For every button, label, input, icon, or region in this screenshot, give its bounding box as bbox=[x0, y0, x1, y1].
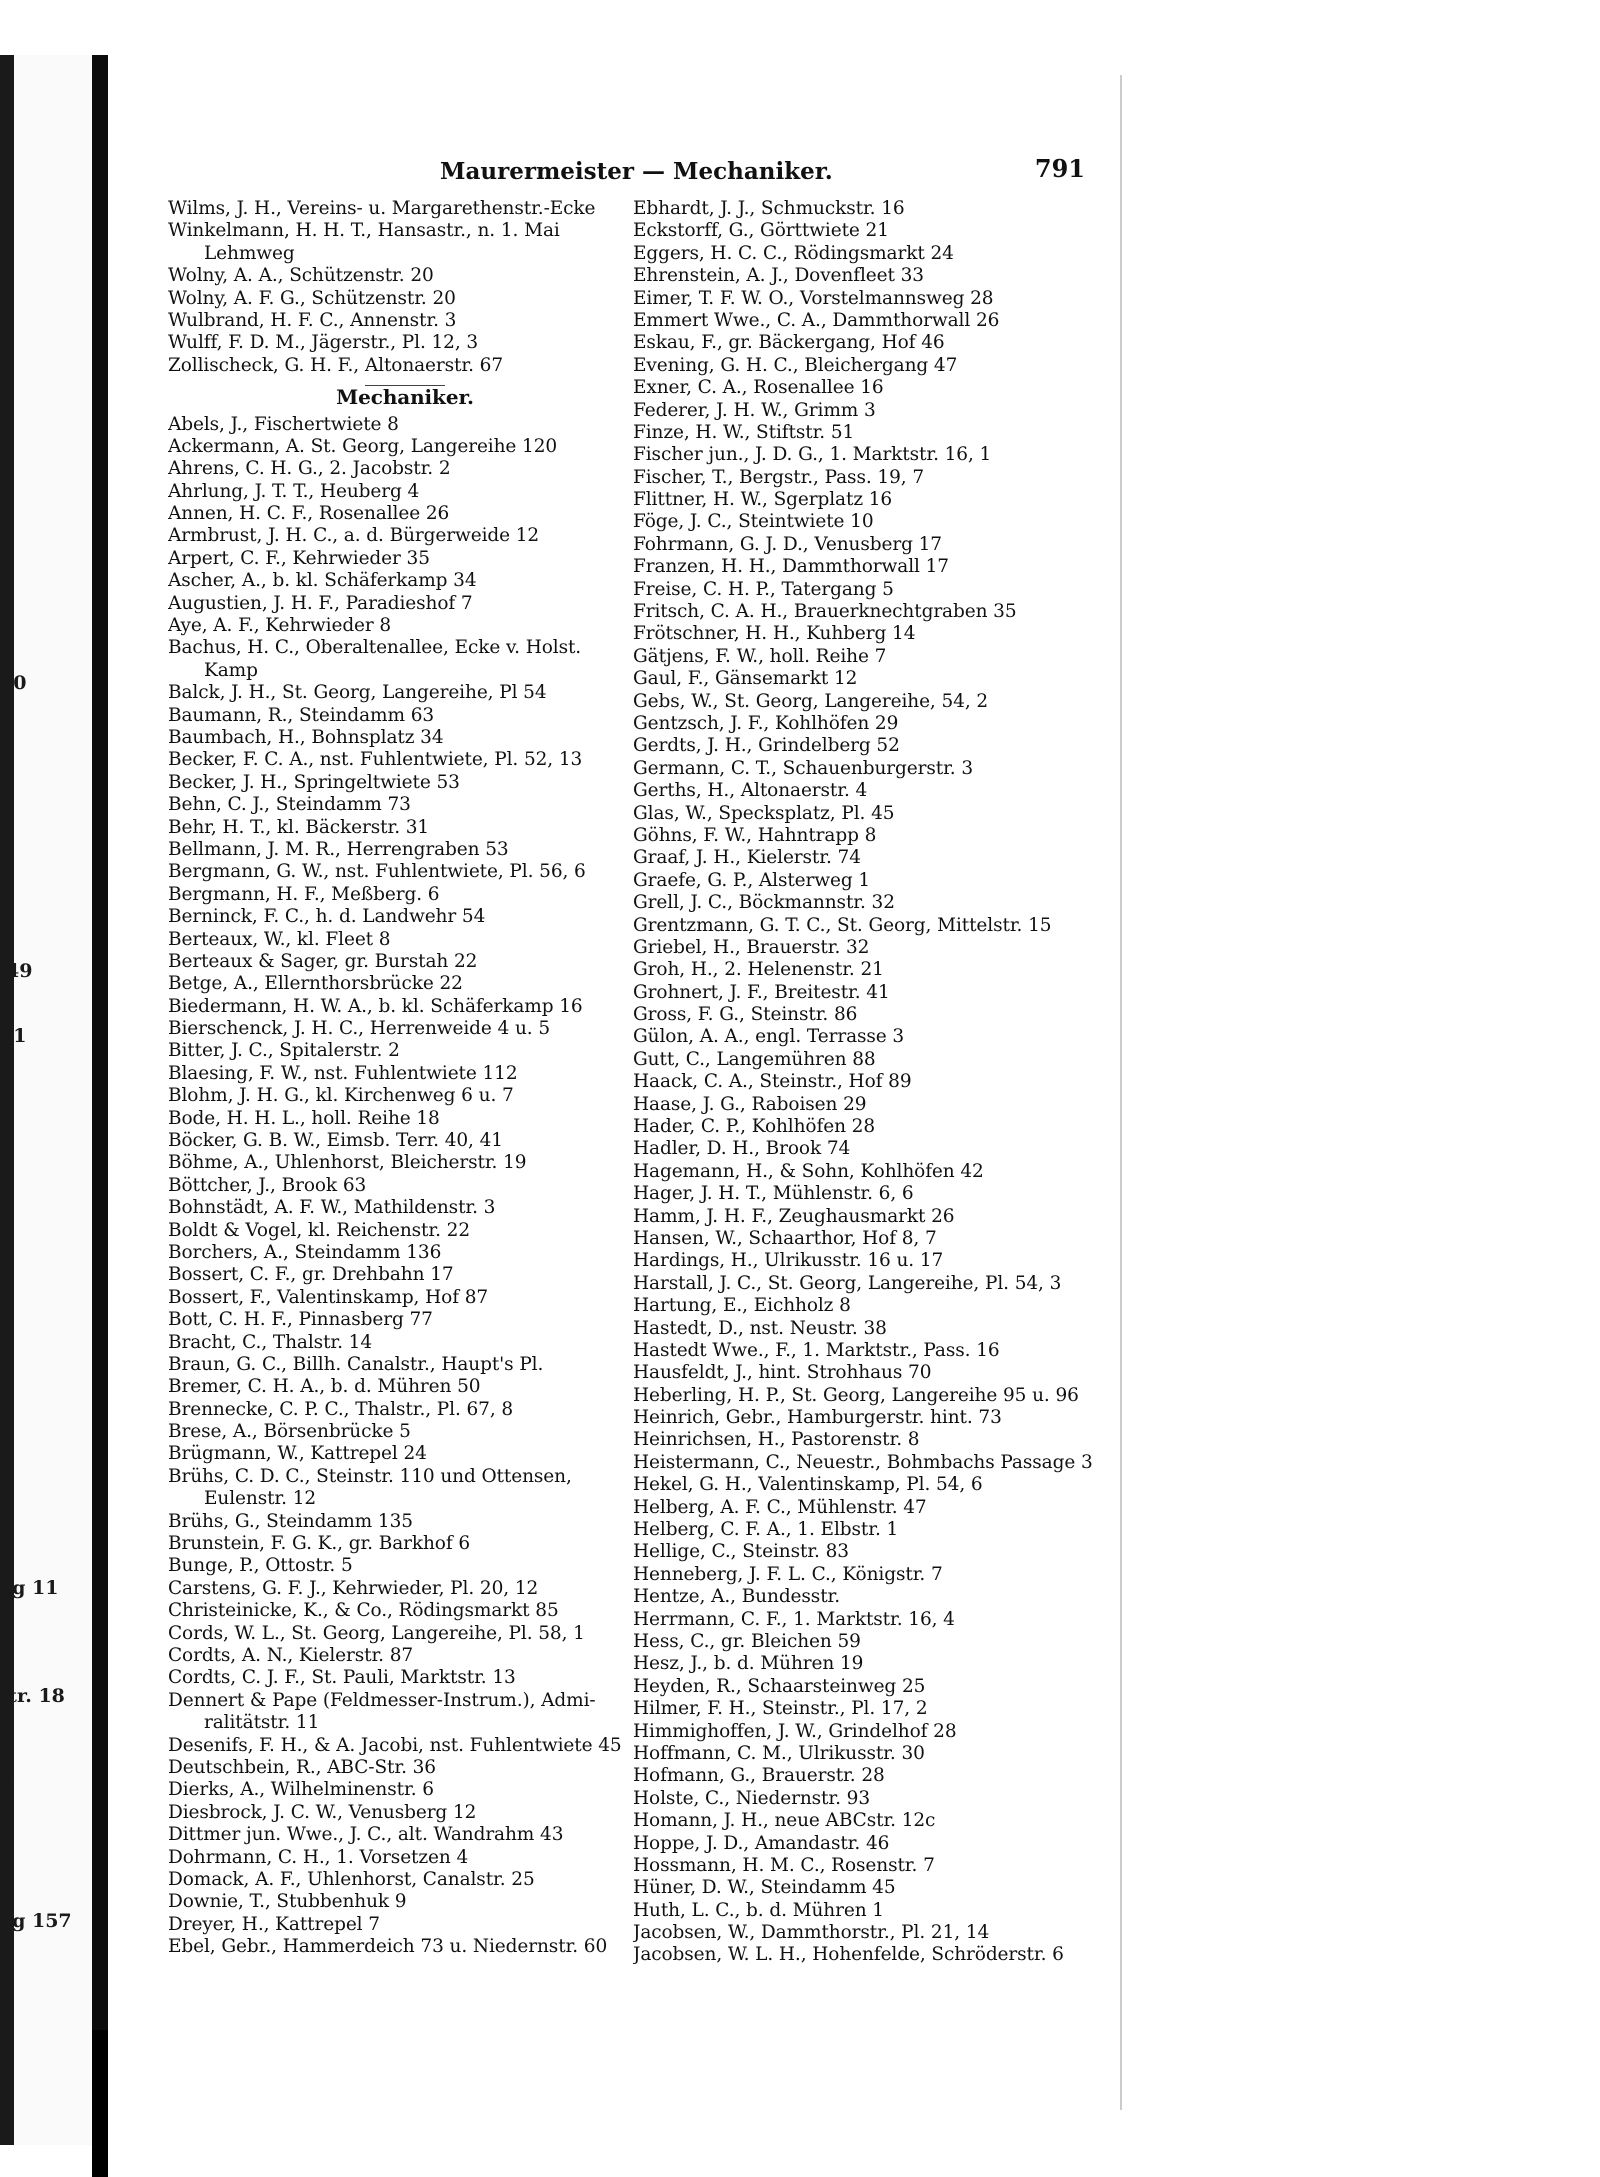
directory-entry: Dennert & Pape (Feldmesser-Instrum.), Admi- bbox=[168, 1689, 596, 1711]
directory-entry: Bremer, C. H. A., b. d. Mühren 50 bbox=[168, 1376, 481, 1398]
directory-entry: Hüner, D. W., Steindamm 45 bbox=[633, 1877, 896, 1899]
directory-entry: Betge, A., Ellernthorsbrücke 22 bbox=[168, 973, 463, 995]
directory-entry: Downie, T., Stubbenhuk 9 bbox=[168, 1891, 407, 1913]
directory-entry: Gerths, H., Altonaerstr. 4 bbox=[633, 780, 868, 802]
directory-entry: Haase, J. G., Raboisen 29 bbox=[633, 1093, 867, 1115]
book-spine-bottom bbox=[92, 2030, 108, 2177]
right-column bbox=[633, 198, 1128, 1967]
directory-entry: Eimer, T. F. W. O., Vorstelmannsweg 28 bbox=[633, 287, 994, 309]
directory-entry: Fohrmann, G. J. D., Venusberg 17 bbox=[633, 533, 942, 555]
directory-entry: Huth, L. C., b. d. Mühren 1 bbox=[633, 1899, 884, 1921]
directory-entry: Jacobsen, W. L. H., Hohenfelde, Schröderstr. 6 bbox=[633, 1944, 1064, 1966]
directory-entry: Finze, H. W., Stiftstr. 51 bbox=[633, 421, 855, 443]
page-number: 791 bbox=[1034, 154, 1085, 183]
directory-entry: Föge, J. C., Steintwiete 10 bbox=[633, 511, 874, 533]
directory-entry: Cordts, C. J. F., St. Pauli, Marktstr. 13 bbox=[168, 1667, 516, 1689]
directory-entry: Winkelmann, H. H. T., Hansastr., n. 1. Mai bbox=[168, 220, 560, 242]
directory-entry: Baumbach, H., Bohnsplatz 34 bbox=[168, 726, 444, 748]
directory-entry: Heistermann, C., Neuestr., Bohmbachs Passage 3 bbox=[633, 1451, 1093, 1473]
directory-entry: Fischer, T., Bergstr., Pass. 19, 7 bbox=[633, 466, 924, 488]
directory-entry: Dierks, A., Wilhelminenstr. 6 bbox=[168, 1779, 434, 1801]
section-title: Mechaniker. bbox=[336, 385, 474, 410]
directory-entry: Diesbrock, J. C. W., Venusberg 12 bbox=[168, 1801, 477, 1823]
directory-entry: Germann, C. T., Schauenburgerstr. 3 bbox=[633, 757, 974, 779]
directory-entry: Heberling, H. P., St. Georg, Langereihe 95 u. 96 bbox=[633, 1384, 1079, 1406]
directory-entry: Hartung, E., Eichholz 8 bbox=[633, 1295, 851, 1317]
directory-entry: Bergmann, H. F., Meßberg. 6 bbox=[168, 883, 440, 905]
directory-entry: Böttcher, J., Brook 63 bbox=[168, 1174, 367, 1196]
directory-entry: Domack, A. F., Uhlenhorst, Canalstr. 25 bbox=[168, 1868, 535, 1890]
directory-entry: Becker, J. H., Springeltwiete 53 bbox=[168, 771, 460, 793]
directory-entry: Cordts, A. N., Kielerstr. 87 bbox=[168, 1645, 414, 1666]
directory-entry: Aye, A. F., Kehrwieder 8 bbox=[168, 615, 392, 637]
directory-entry: Braun, G. C., Billh. Canalstr., Haupt's Pl. bbox=[168, 1353, 544, 1375]
directory-entry: Wulbrand, H. F. C., Annenstr. 3 bbox=[168, 309, 457, 331]
directory-entry: Gentzsch, J. F., Kohlhöfen 29 bbox=[633, 712, 899, 734]
directory-entry: Wulff, F. D. M., Jägerstr., Pl. 12, 3 bbox=[168, 332, 479, 354]
directory-entry: Federer, J. H. W., Grimm 3 bbox=[633, 399, 876, 421]
directory-entry-continuation: Eulenstr. 12 bbox=[204, 1488, 317, 1510]
margin-fragment: eg 157 bbox=[0, 1910, 72, 1932]
directory-entry: Balck, J. H., St. Georg, Langereihe, Pl 54 bbox=[168, 682, 547, 704]
margin-fragment: ftr. 18 bbox=[0, 1685, 65, 1707]
directory-entry-continuation: Lehmweg bbox=[204, 242, 295, 264]
directory-entry: Hellige, C., Steinstr. 83 bbox=[633, 1541, 849, 1563]
directory-entry: Bott, C. H. F., Pinnasberg 77 bbox=[168, 1309, 433, 1331]
running-title: Maurermeister — Mechaniker. bbox=[440, 158, 833, 185]
section-heading bbox=[168, 385, 642, 410]
directory-entry: Abels, J., Fischertwiete 8 bbox=[168, 413, 399, 435]
directory-entry: Armbrust, J. H. C., a. d. Bürgerweide 12 bbox=[168, 525, 540, 547]
directory-entry: Hofmann, G., Brauerstr. 28 bbox=[633, 1765, 885, 1787]
directory-entry: Cords, W. L., St. Georg, Langereihe, Pl. 58, 1 bbox=[168, 1622, 585, 1644]
directory-entry: Eckstorff, G., Görttwiete 21 bbox=[633, 220, 889, 242]
directory-entry: Frötschner, H. H., Kuhberg 14 bbox=[633, 623, 916, 645]
directory-entry: Griebel, H., Brauerstr. 32 bbox=[633, 936, 870, 958]
directory-entry: Bunge, P., Ottostr. 5 bbox=[168, 1555, 353, 1577]
directory-entry: Arpert, C. F., Kehrwieder 35 bbox=[168, 547, 430, 569]
directory-entry: Ahrens, C. H. G., 2. Jacobstr. 2 bbox=[168, 458, 451, 480]
directory-entry: Hess, C., gr. Bleichen 59 bbox=[633, 1631, 861, 1652]
directory-entry: Göhns, F. W., Hahntrapp 8 bbox=[633, 824, 877, 846]
directory-entry: Bergmann, G. W., nst. Fuhlentwiete, Pl. 56, 6 bbox=[168, 861, 586, 883]
directory-entry: Bitter, J. C., Spitalerstr. 2 bbox=[168, 1040, 400, 1062]
directory-entry: Emmert Wwe., C. A., Dammthorwall 26 bbox=[633, 309, 1000, 331]
margin-fragment: 71 bbox=[0, 1025, 27, 1047]
directory-entry: Gutt, C., Langemühren 88 bbox=[633, 1048, 876, 1070]
directory-entry: Grohnert, J. F., Breitestr. 41 bbox=[633, 981, 890, 1003]
directory-entry: Hardings, H., Ulrikusstr. 16 u. 17 bbox=[633, 1250, 944, 1272]
directory-entry: Blaesing, F. W., nst. Fuhlentwiete 112 bbox=[168, 1062, 518, 1084]
directory-entry: Hastedt Wwe., F., 1. Marktstr., Pass. 16 bbox=[633, 1339, 1000, 1361]
directory-entry: Brühs, G., Steindamm 135 bbox=[168, 1510, 413, 1532]
directory-entry: Harstall, J. C., St. Georg, Langereihe, Pl. 54, 3 bbox=[633, 1272, 1062, 1294]
directory-entry: Gülon, A. A., engl. Terrasse 3 bbox=[633, 1026, 905, 1048]
left-column bbox=[168, 198, 642, 1958]
directory-entry: Exner, C. A., Rosenallee 16 bbox=[633, 377, 884, 399]
directory-entry: Hentze, A., Bundesstr. bbox=[633, 1586, 841, 1608]
margin-fragment: eg 11 bbox=[0, 1577, 59, 1599]
directory-entry: Wolny, A. A., Schützenstr. 20 bbox=[168, 265, 434, 287]
directory-entry: Gerdts, J. H., Grindelberg 52 bbox=[633, 735, 900, 757]
directory-entry: Hoffmann, C. M., Ulrikusstr. 30 bbox=[633, 1742, 925, 1764]
directory-entry: Bode, H. H. L., holl. Reihe 18 bbox=[168, 1107, 440, 1129]
directory-entry-continuation: Kamp bbox=[204, 659, 258, 681]
directory-entry: Graefe, G. P., Alsterweg 1 bbox=[633, 869, 871, 891]
directory-entry: Ebhardt, J. J., Schmuckstr. 16 bbox=[633, 198, 905, 219]
directory-entry: Gaul, F., Gänsemarkt 12 bbox=[633, 668, 858, 690]
directory-entry: Helberg, A. F. C., Mühlenstr. 47 bbox=[633, 1496, 927, 1518]
directory-entry: Hilmer, F. H., Steinstr., Pl. 17, 2 bbox=[633, 1698, 928, 1720]
directory-entry: Dittmer jun. Wwe., J. C., alt. Wandrahm 43 bbox=[168, 1824, 564, 1846]
directory-entry: Fischer jun., J. D. G., 1. Marktstr. 16, 1 bbox=[633, 444, 992, 466]
directory-entry: Ackermann, A. St. Georg, Langereihe 120 bbox=[168, 435, 558, 457]
directory-entry: Zollischeck, G. H. F., Altonaerstr. 67 bbox=[168, 354, 503, 376]
directory-entry: Helberg, C. F. A., 1. Elbstr. 1 bbox=[633, 1519, 899, 1541]
directory-entry: Hastedt, D., nst. Neustr. 38 bbox=[633, 1317, 887, 1339]
directory-entry: Hamm, J. H. F., Zeughausmarkt 26 bbox=[633, 1205, 955, 1227]
directory-entry: Groh, H., 2. Helenenstr. 21 bbox=[633, 959, 884, 981]
directory-entry: Flittner, H. W., Sgerplatz 16 bbox=[633, 489, 893, 511]
directory-entry: Ascher, A., b. kl. Schäferkamp 34 bbox=[168, 570, 477, 592]
directory-entry: Evening, G. H. C., Bleichergang 47 bbox=[633, 354, 958, 376]
entries-before bbox=[168, 198, 642, 377]
directory-entry: Eskau, F., gr. Bäckergang, Hof 46 bbox=[633, 332, 945, 354]
directory-entry: Böhme, A., Uhlenhorst, Bleicherstr. 19 bbox=[168, 1152, 527, 1174]
directory-entry: Gebs, W., St. Georg, Langereihe, 54, 2 bbox=[633, 690, 989, 712]
directory-entry: Berteaux & Sager, gr. Burstah 22 bbox=[168, 950, 478, 972]
directory-entry: Bellmann, J. M. R., Herrengraben 53 bbox=[168, 838, 509, 860]
directory-entry: Bossert, F., Valentinskamp, Hof 87 bbox=[168, 1286, 489, 1308]
directory-entry: Grell, J. C., Böckmannstr. 32 bbox=[633, 892, 895, 914]
previous-page-shadow bbox=[0, 55, 14, 2145]
directory-entry: Gätjens, F. W., holl. Reihe 7 bbox=[633, 645, 887, 667]
directory-entry: Brese, A., Börsenbrücke 5 bbox=[168, 1421, 411, 1443]
directory-entry: Deutschbein, R., ABC-Str. 36 bbox=[168, 1756, 436, 1778]
book-spine bbox=[92, 55, 108, 2150]
directory-entry: Freise, C. H. P., Tatergang 5 bbox=[633, 578, 894, 600]
directory-entry: Wolny, A. F. G., Schützenstr. 20 bbox=[168, 287, 456, 309]
directory-entry: Boldt & Vogel, kl. Reichenstr. 22 bbox=[168, 1219, 470, 1241]
directory-entry: Brügmann, W., Kattrepel 24 bbox=[168, 1443, 427, 1465]
directory-entry: Hager, J. H. T., Mühlenstr. 6, 6 bbox=[633, 1183, 914, 1205]
directory-entry: Hoppe, J. D., Amandastr. 46 bbox=[633, 1832, 890, 1854]
directory-entry: Heinrich, Gebr., Hamburgerstr. hint. 73 bbox=[633, 1407, 1002, 1429]
directory-entry: Gross, F. G., Steinstr. 86 bbox=[633, 1004, 858, 1026]
directory-entry: Bossert, C. F., gr. Drehbahn 17 bbox=[168, 1264, 454, 1286]
directory-entry: Annen, H. C. F., Rosenallee 26 bbox=[168, 503, 450, 525]
directory-entry: Behn, C. J., Steindamm 73 bbox=[168, 794, 411, 816]
directory-entry: Desenifs, F. H., & A. Jacobi, nst. Fuhlentwiete 45 bbox=[168, 1734, 622, 1756]
directory-entry: Borchers, A., Steindamm 136 bbox=[168, 1241, 442, 1263]
directory-entry: Glas, W., Specksplatz, Pl. 45 bbox=[633, 802, 895, 824]
directory-entry: Hader, C. P., Kohlhöfen 28 bbox=[633, 1116, 876, 1138]
directory-entry: Franzen, H. H., Dammthorwall 17 bbox=[633, 556, 949, 578]
directory-entry: Berteaux, W., kl. Fleet 8 bbox=[168, 928, 391, 950]
directory-entry: Dreyer, H., Kattrepel 7 bbox=[168, 1913, 380, 1935]
directory-entry: Bachus, H. C., Oberaltenallee, Ecke v. Holst. bbox=[168, 637, 582, 659]
directory-entry: Hesz, J., b. d. Mühren 19 bbox=[633, 1653, 864, 1675]
page-header bbox=[150, 150, 1085, 190]
directory-entry: Hagemann, H., & Sohn, Kohlhöfen 42 bbox=[633, 1160, 984, 1182]
directory-entry: Bracht, C., Thalstr. 14 bbox=[168, 1331, 373, 1353]
directory-entry: Herrmann, C. F., 1. Marktstr. 16, 4 bbox=[633, 1608, 955, 1630]
directory-entry: Ebel, Gebr., Hammerdeich 73 u. Niedernstr. 60 bbox=[168, 1936, 608, 1958]
directory-entry: Bohnstädt, A. F. W., Mathildenstr. 3 bbox=[168, 1197, 496, 1219]
directory-entry: Ahrlung, J. T. T., Heuberg 4 bbox=[168, 480, 420, 502]
directory-entry: Homann, J. H., neue ABCstr. 12c bbox=[633, 1810, 936, 1832]
directory-entry: Hadler, D. H., Brook 74 bbox=[633, 1138, 851, 1160]
directory-entry: Wilms, J. H., Vereins- u. Margarethenstr.-Ecke bbox=[168, 198, 596, 219]
directory-entry: Grentzmann, G. T. C., St. Georg, Mittelstr. 15 bbox=[633, 914, 1052, 936]
directory-entry: Jacobsen, W., Dammthorstr., Pl. 21, 14 bbox=[633, 1922, 990, 1944]
directory-entry: Eggers, H. C. C., Rödingsmarkt 24 bbox=[633, 242, 954, 264]
directory-entry: Carstens, G. F. J., Kehrwieder, Pl. 20, 12 bbox=[168, 1577, 539, 1599]
directory-entry: Christeinicke, K., & Co., Rödingsmarkt 85 bbox=[168, 1600, 559, 1622]
directory-entry: Blohm, J. H. G., kl. Kirchenweg 6 u. 7 bbox=[168, 1085, 514, 1107]
directory-entry: Ehrenstein, A. J., Dovenfleet 33 bbox=[633, 265, 924, 287]
directory-entry: Behr, H. T., kl. Bäckerstr. 31 bbox=[168, 816, 430, 838]
directory-entry: Fritsch, C. A. H., Brauerknechtgraben 35 bbox=[633, 601, 1017, 623]
directory-entry: Haack, C. A., Steinstr., Hof 89 bbox=[633, 1071, 912, 1093]
directory-entry: Hossmann, H. M. C., Rosenstr. 7 bbox=[633, 1854, 935, 1876]
directory-entry: Graaf, J. H., Kielerstr. 74 bbox=[633, 847, 861, 869]
directory-entry: Biedermann, H. W. A., b. kl. Schäferkamp 16 bbox=[168, 995, 583, 1017]
directory-entry: Baumann, R., Steindamm 63 bbox=[168, 704, 435, 726]
directory-entry: Becker, F. C. A., nst. Fuhlentwiete, Pl. 52, 13 bbox=[168, 749, 583, 771]
directory-entry: Heinrichsen, H., Pastorenstr. 8 bbox=[633, 1429, 920, 1451]
directory-entry: Heyden, R., Schaarsteinweg 25 bbox=[633, 1675, 926, 1697]
directory-entry: Brunstein, F. G. K., gr. Barkhof 6 bbox=[168, 1533, 471, 1555]
directory-entry: Brennecke, C. P. C., Thalstr., Pl. 67, 8 bbox=[168, 1398, 514, 1420]
directory-entry: Augustien, J. H. F., Paradieshof 7 bbox=[168, 592, 473, 614]
directory-entry-continuation: ralitätstr. 11 bbox=[204, 1712, 320, 1734]
margin-fragment: 20 bbox=[0, 672, 27, 694]
directory-entry: Henneberg, J. F. L. C., Königstr. 7 bbox=[633, 1563, 943, 1585]
directory-entry: Hausfeldt, J., hint. Strohhaus 70 bbox=[633, 1362, 932, 1384]
margin-fragment: 49 bbox=[6, 960, 33, 982]
directory-entry: Brühs, C. D. C., Steinstr. 110 und Ottensen, bbox=[168, 1465, 572, 1487]
directory-entry: Hansen, W., Schaarthor, Hof 8, 7 bbox=[633, 1227, 937, 1249]
directory-entry: Dohrmann, C. H., 1. Vorsetzen 4 bbox=[168, 1846, 469, 1868]
margin-fragment: 2 bbox=[0, 1780, 14, 1802]
entries-after bbox=[168, 414, 642, 1959]
directory-entry: Hekel, G. H., Valentinskamp, Pl. 54, 6 bbox=[633, 1474, 983, 1496]
directory-entry: Berninck, F. C., h. d. Landwehr 54 bbox=[168, 906, 486, 928]
directory-entry: Holste, C., Niedernstr. 93 bbox=[633, 1787, 871, 1809]
directory-entry: Böcker, G. B. W., Eimsb. Terr. 40, 41 bbox=[168, 1130, 503, 1152]
directory-entry: Himmighoffen, J. W., Grindelhof 28 bbox=[633, 1720, 957, 1742]
directory-entry: Bierschenck, J. H. C., Herrenweide 4 u. 5 bbox=[168, 1018, 551, 1040]
